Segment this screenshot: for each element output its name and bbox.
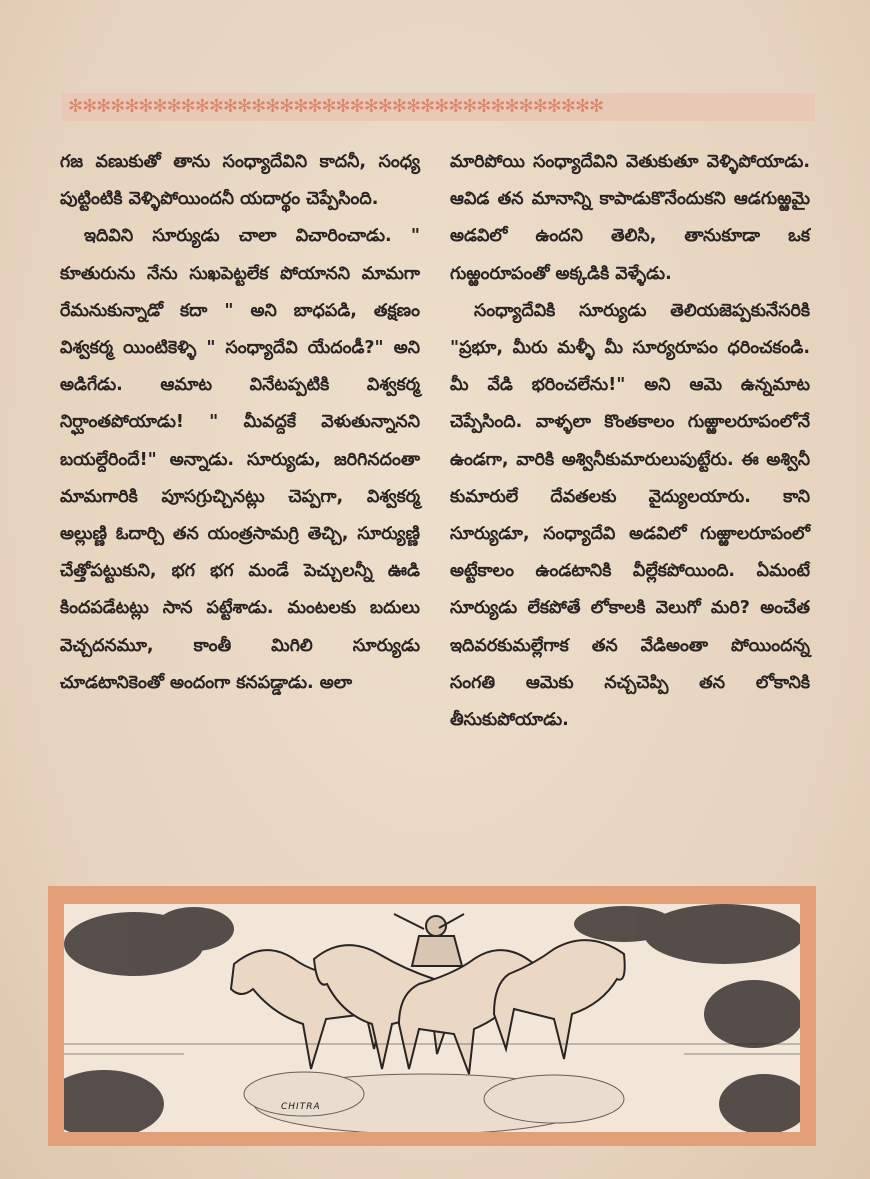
ornamental-border: ✻✻✻✻✻✻✻✻✻✻✻✻✻✻✻✻✻✻✻✻✻✻✻✻✻✻✻✻✻✻✻✻✻✻✻✻✻✻ bbox=[62, 93, 815, 121]
artist-signature: CHITRA bbox=[281, 1102, 321, 1112]
paragraph: ఇదివిని సూర్యుడు చాలా విచారించాడు. " కూతురును నేను సుఖపెట్టలేక పోయానని మామగా రేమనుకున్నాడో కదా " అని బాధపడి, తక్షణం విశ్వకర్మ యింటికెళ్ళి " సంధ్యాదేవి యేదండీ?" అని అడిగేడు. ఆమాట వినేటప్పటికి విశ్వకర్మ నిర్ఘాంతపోయాడు! " మీవద్దకే వెళుతున్నానని బయల్దేరిందే!" అన్నాడు. సూర్యుడు, జరిగినదంతా మామగారికి పూసగ్రుచ్చినట్లు చెప్పగా, విశ్వకర్మ అల్లుణ్ణి ఓదార్చి తన యంత్రసామగ్రి తెచ్చి, సూర్యుణ్ణి చేత్తోపట్టుకుని, భగ భగ మండే పెచ్చులన్నీ ఊడి కిందపడేటట్లు సాన పట్టేశాడు. మంటలకు బదులు వెచ్చదనమూ, కాంతీ మిగిలి సూర్యుడు చూడటానికెంతో అందంగా కనపడ్డాడు. అలా bbox=[60, 226, 420, 693]
left-column bbox=[60, 144, 420, 702]
paragraph: గజ వణుకుతో తాను సంధ్యాదేవిని కాదనీ, సంధ్య పుట్టింటికి వెళ్ళిపోయిందనీ యదార్థం చెప్పేసింది. bbox=[60, 152, 420, 210]
right-column bbox=[450, 144, 810, 739]
chariot-drawing bbox=[64, 904, 800, 1132]
paragraph: మారిపోయి సంధ్యాదేవిని వెతుకుతూ వెళ్ళిపోయాడు. ఆవిడ తన మానాన్ని కాపాడుకొనేందుకని ఆడగుఱ్ఱమై అడవిలో ఉందని తెలిసి, తానుకూడా ఒక గుఱ్ఱంరూపంతో అక్కడికి వెళ్ళేడు. bbox=[450, 152, 810, 284]
illustration-frame bbox=[48, 886, 816, 1146]
sun-chariot-illustration bbox=[64, 904, 800, 1132]
paragraph: సంధ్యాదేవికి సూర్యుడు తెలియజెప్పకునేసరికి "ప్రభూ, మీరు మళ్ళీ మీ సూర్యరూపం ధరించకండి. మీ వేడి భరించలేను!" అని ఆమె ఉన్నమాట చెప్పేసింది. వాళ్ళలా కొంతకాలం గుఱ్ఱాలరూపంలోనే ఉండగా, వారికి అశ్వినీకుమారులుపుట్టేరు. ఈ అశ్వినీ కుమారులే దేవతలకు వైద్యులయారు. కాని సూర్యుడూ, సంధ్యాదేవి అడవిలో గుఱ్ఱాలరూపంలో అట్టేకాలం ఉండటానికి వీల్లేకపోయింది. ఏమంటే సూర్యుడు లేకపోతే లోకాలకి వెలుగో మరి? అంచేత ఇదివరకుమల్లేగాక తన వేడిఅంతా పోయిందన్న సంగతి ఆమెకు నచ్చచెప్పి తన లోకానికి తీసుకుపోయాడు. bbox=[450, 300, 810, 731]
